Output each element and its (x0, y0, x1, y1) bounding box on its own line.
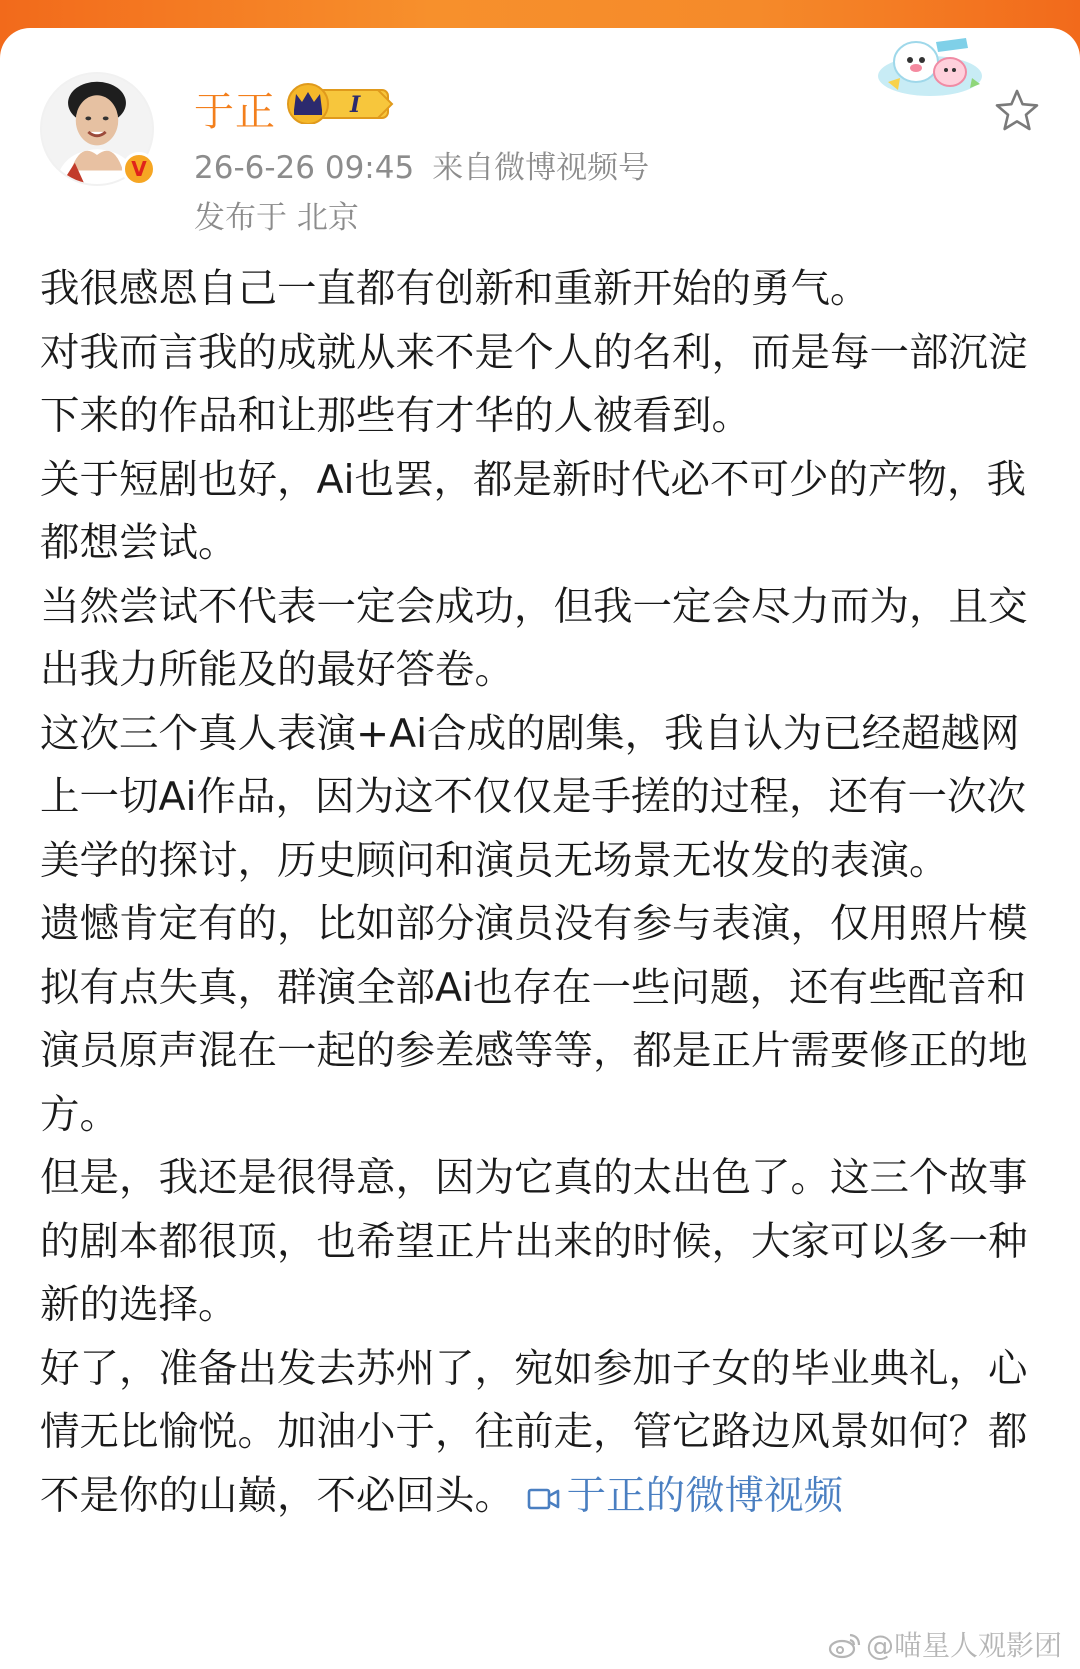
verified-badge: V (122, 152, 156, 186)
post-text: 我很感恩自己一直都有创新和重新开始的勇气。 对我而言我的成就从来不是个人的名利，而是每一部沉淀下来的作品和让那些有才华的人被看到。 关于短剧也好，Ai也罢，都是新时代必不可少的产物，我都想尝试。 当然尝试不代表一定会成功，但我一定会尽力而为，且交出我力所能及的最好答卷。 这次三个真人表演+Ai合成的剧集，我自认为已经超越网上一切Ai作品，因为这不仅仅是手搓的过程，还有一次次美学的探讨，历史顾问和演员无场景无妆发的表演。 遗憾肯定有的，比如部分演员没有参与表演，仅用照片模拟有点失真，群演全部Ai也存在一些问题，还有些配音和演员原声混在一起的参差感等等，都是正片需要修正的地方。 但是，我还是很得意，因为它真的太出色了。这三个故事的剧本都很顶，也希望正片出来的时候，大家可以多一种新的选择。 好了，准备出发去苏州了，宛如参加子女的毕业典礼，心情无比愉悦。加油小于，往前走，管它路边风景如何？都不是你的山巅，不必回头。 (40, 266, 1028, 1519)
video-link[interactable] (527, 1473, 844, 1519)
weibo-logo-icon (828, 1631, 862, 1659)
post-meta (194, 142, 649, 187)
watermark-text: @喵星人观影团 (866, 1629, 1063, 1662)
vip-crown-badge[interactable] (286, 82, 394, 124)
video-link-label: 于正的微博视频 (566, 1472, 844, 1519)
decorative-sticker-icon (876, 32, 984, 98)
username[interactable]: 于正 (194, 89, 276, 135)
post-location: 发布于 北京 (194, 200, 359, 236)
vip-level-label: I (350, 92, 361, 118)
watermark (828, 1624, 1062, 1664)
video-camera-icon (527, 1485, 561, 1513)
star-outline-icon[interactable] (994, 88, 1040, 134)
post-body (40, 258, 1040, 1528)
post-timestamp: 26-6-26 09:45 (194, 150, 415, 186)
post-source[interactable]: 来自微博视频号 (432, 150, 650, 186)
